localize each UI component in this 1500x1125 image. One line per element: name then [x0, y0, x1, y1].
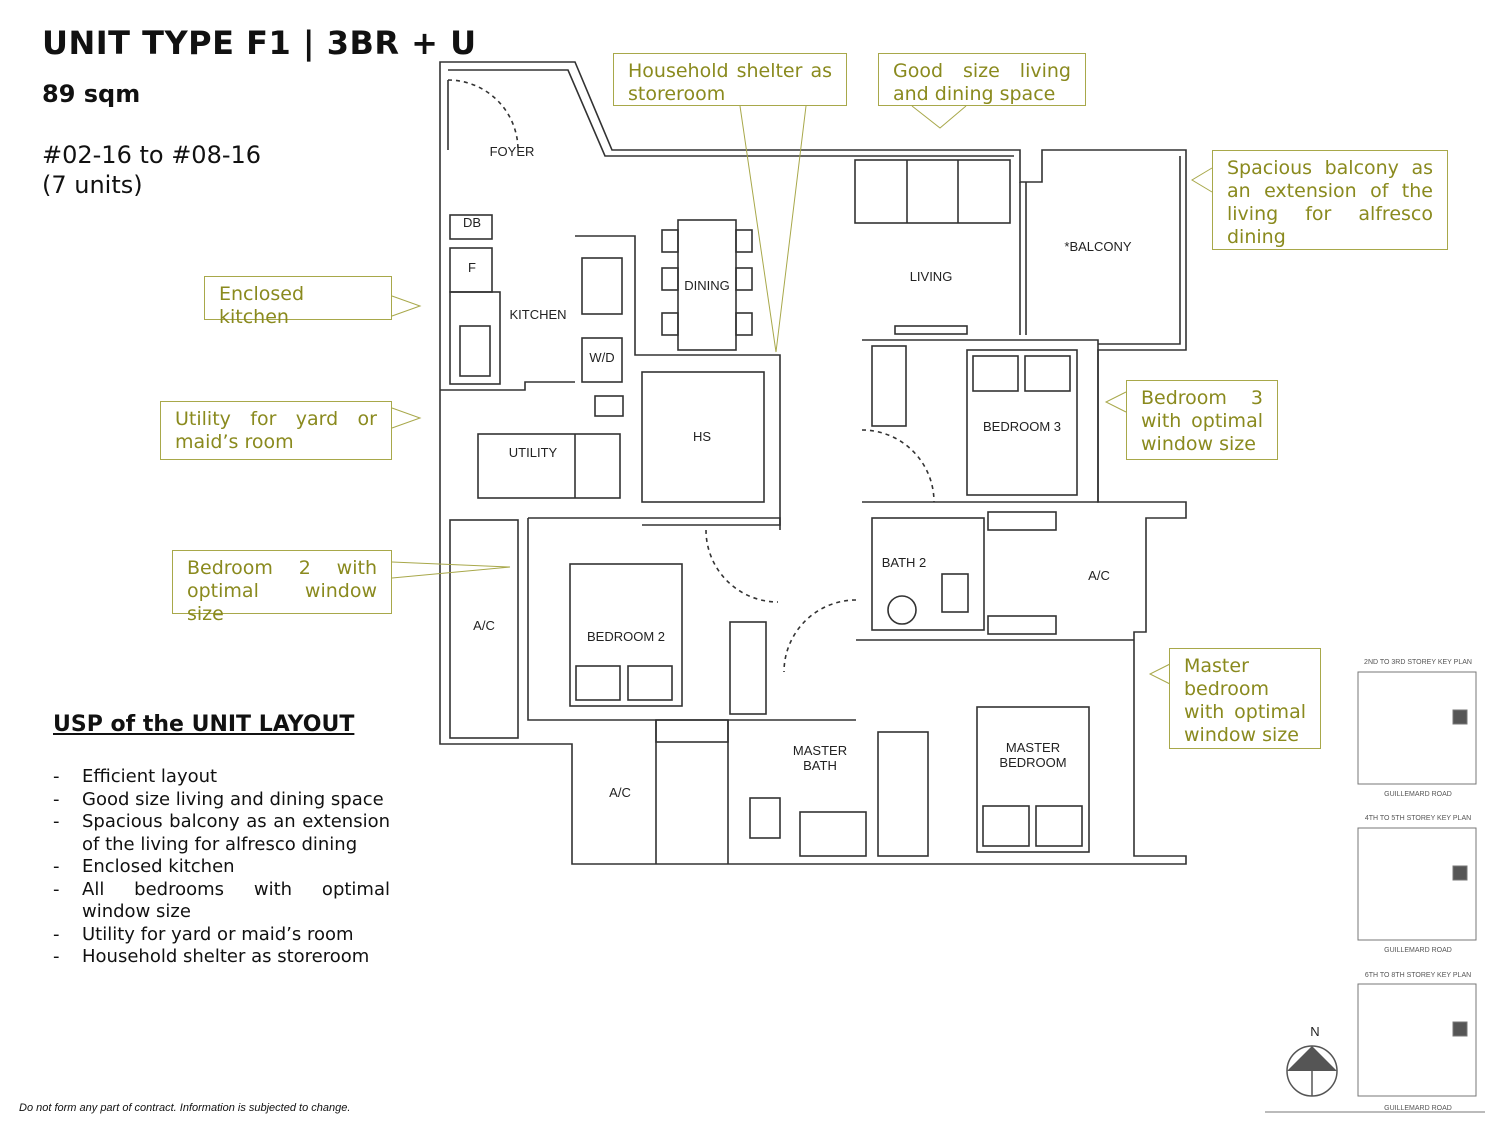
key-plan-2-title: 4TH TO 5TH STOREY KEY PLAN [1364, 815, 1472, 822]
pointer-balcony [1192, 168, 1212, 192]
room-bedroom-3: BEDROOM 3 [982, 419, 1062, 434]
pointer-bedroom-3 [1106, 392, 1126, 412]
room-hs: HS [692, 429, 712, 444]
usp-item: - Spacious balcony as an extension of the living for alfresco dining [53, 811, 390, 856]
pointer-master [1150, 664, 1170, 684]
usp-item: - Utility for yard or maid’s room [53, 924, 390, 947]
callout-master-bedroom: Master bedroom with optimal window size [1169, 648, 1321, 749]
key-plan-3-road: GUILLEMARD ROAD [1384, 1105, 1452, 1112]
callout-bedroom-3: Bedroom 3 with optimal window size [1126, 380, 1278, 460]
room-wd: W/D [589, 350, 615, 365]
room-master-bedroom-line1: MASTER [1005, 740, 1061, 755]
room-kitchen: KITCHEN [509, 307, 567, 322]
disclaimer: Do not form any part of contract. Information is subjected to change. [19, 1102, 351, 1114]
usp-item: - Household shelter as storeroom [53, 946, 390, 969]
room-db: DB [462, 215, 482, 230]
room-balcony: *BALCONY [1064, 239, 1132, 254]
callout-balcony: Spacious balcony as an extension of the living for alfresco dining [1212, 150, 1448, 250]
pointer-kitchen [392, 296, 420, 316]
usp-item: - Efficient layout [53, 766, 390, 789]
pointer-utility [392, 408, 420, 428]
key-plan-1-title: 2ND TO 3RD STOREY KEY PLAN [1364, 659, 1472, 666]
callout-household-shelter: Household shelter as storeroom [613, 53, 847, 106]
unit-type-title: UNIT TYPE F1 | 3BR + U [42, 24, 477, 62]
room-foyer: FOYER [489, 144, 535, 159]
north-compass-icon [1287, 1046, 1337, 1096]
room-master-bath-line1: MASTER [792, 743, 848, 758]
room-fridge: F [468, 260, 476, 275]
room-master-bath-line2: BATH [803, 758, 837, 773]
room-bedroom-2: BEDROOM 2 [586, 629, 666, 644]
room-ac-bottom: A/C [609, 785, 631, 800]
room-ac-right: A/C [1088, 568, 1110, 583]
room-utility: UTILITY [508, 445, 558, 460]
room-living: LIVING [909, 269, 953, 284]
usp-item: - All bedrooms with optimal window size [53, 879, 390, 924]
pointer-living [912, 106, 966, 128]
unit-area: 89 sqm [42, 80, 141, 108]
usp-title: USP of the UNIT LAYOUT [53, 712, 355, 737]
callout-kitchen: Enclosed kitchen [204, 276, 392, 320]
key-plan-1-road: GUILLEMARD ROAD [1384, 791, 1452, 798]
room-ac-left: A/C [473, 618, 495, 633]
unit-range: #02-16 to #08-16 [42, 141, 262, 169]
north-label: N [1310, 1024, 1320, 1039]
room-bath-2: BATH 2 [881, 555, 927, 570]
callout-utility: Utility for yard or maid’s room [160, 401, 392, 460]
usp-list [53, 766, 390, 969]
unit-count: (7 units) [42, 171, 143, 199]
room-dining: DINING [684, 278, 730, 293]
usp-item: - Good size living and dining space [53, 789, 390, 812]
key-plan-3-title: 6TH TO 8TH STOREY KEY PLAN [1364, 972, 1472, 979]
key-plan-2-road: GUILLEMARD ROAD [1384, 947, 1452, 954]
room-master-bedroom-line2: BEDROOM [999, 755, 1067, 770]
pointer-bedroom-2 [392, 562, 510, 578]
callout-bedroom-2: Bedroom 2 with optimal window size [172, 550, 392, 614]
pointer-household-shelter [740, 106, 806, 352]
callout-living-dining: Good size living and dining space [878, 53, 1086, 106]
usp-item: - Enclosed kitchen [53, 856, 390, 879]
